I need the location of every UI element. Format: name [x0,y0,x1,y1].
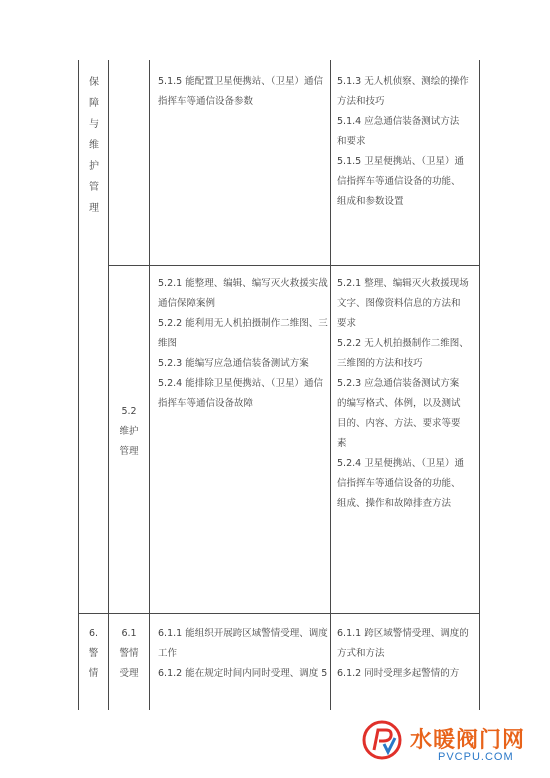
standards-table [78,60,480,710]
row1-knowledge-cell: 5.1.3 无人机侦察、测绘的操作 方法和技巧 5.1.4 应急通信装备测试方法 和要求 5.1.5 卫星便携站、（卫星）通 信指挥车等通信设备的功能、 组成和参数设置 [337,76,469,207]
watermark-title: 水暖阀门网 [410,728,526,753]
row2-knowledge-cell: 5.2.1 整理、编辑灭火救援现场 文字、图像资料信息的方法和 要求 5.2.2 无人机拍摄制作二维图、 三维图的方法和技巧 5.2.3 应急通信装备测试方案 的编写格式、体例，以及测试 目的、内容、方法、要求等要 素 5.2.4 卫星便携站、（卫星）通 信指挥车等通信设备的功能、 组成、操作和故障排查方法 [337,278,469,509]
category-label: 保 障 与 维 护 管 理 [89,77,99,214]
section-6-1-label: 6.1 警情 受理 [119,628,139,679]
category-6-label: 6. 警 情 [88,628,99,679]
row1-skills-cell: 5.1.5 能配置卫星便携站、（卫星）通信 指挥车等通信设备参数 [158,76,323,107]
pv-logo-icon [362,720,402,760]
row2-skills-cell: 5.2.1 能整理、编辑、编写灭火救援实战 通信保障案例 5.2.2 能利用无人机拍摄制作二维图、三 维图 5.2.3 能编写应急通信装备测试方案 5.2.4 能排除卫星便携站、（卫星）通信 指挥车等通信设备故障 [158,278,328,409]
row3-skills-cell: 6.1.1 能组织开展跨区域警情受理、调度 工作 6.1.2 能在规定时间内同时受理、调度 5 [158,628,328,679]
site-watermark [362,720,532,768]
section-5-2-label: 5.2 维护 管理 [119,406,139,457]
row3-knowledge-cell: 6.1.1 跨区域警情受理、调度的 方式和方法 6.1.2 同时受理多起警情的方 [337,628,469,679]
watermark-subtitle: PVCPU.COM [438,751,514,763]
